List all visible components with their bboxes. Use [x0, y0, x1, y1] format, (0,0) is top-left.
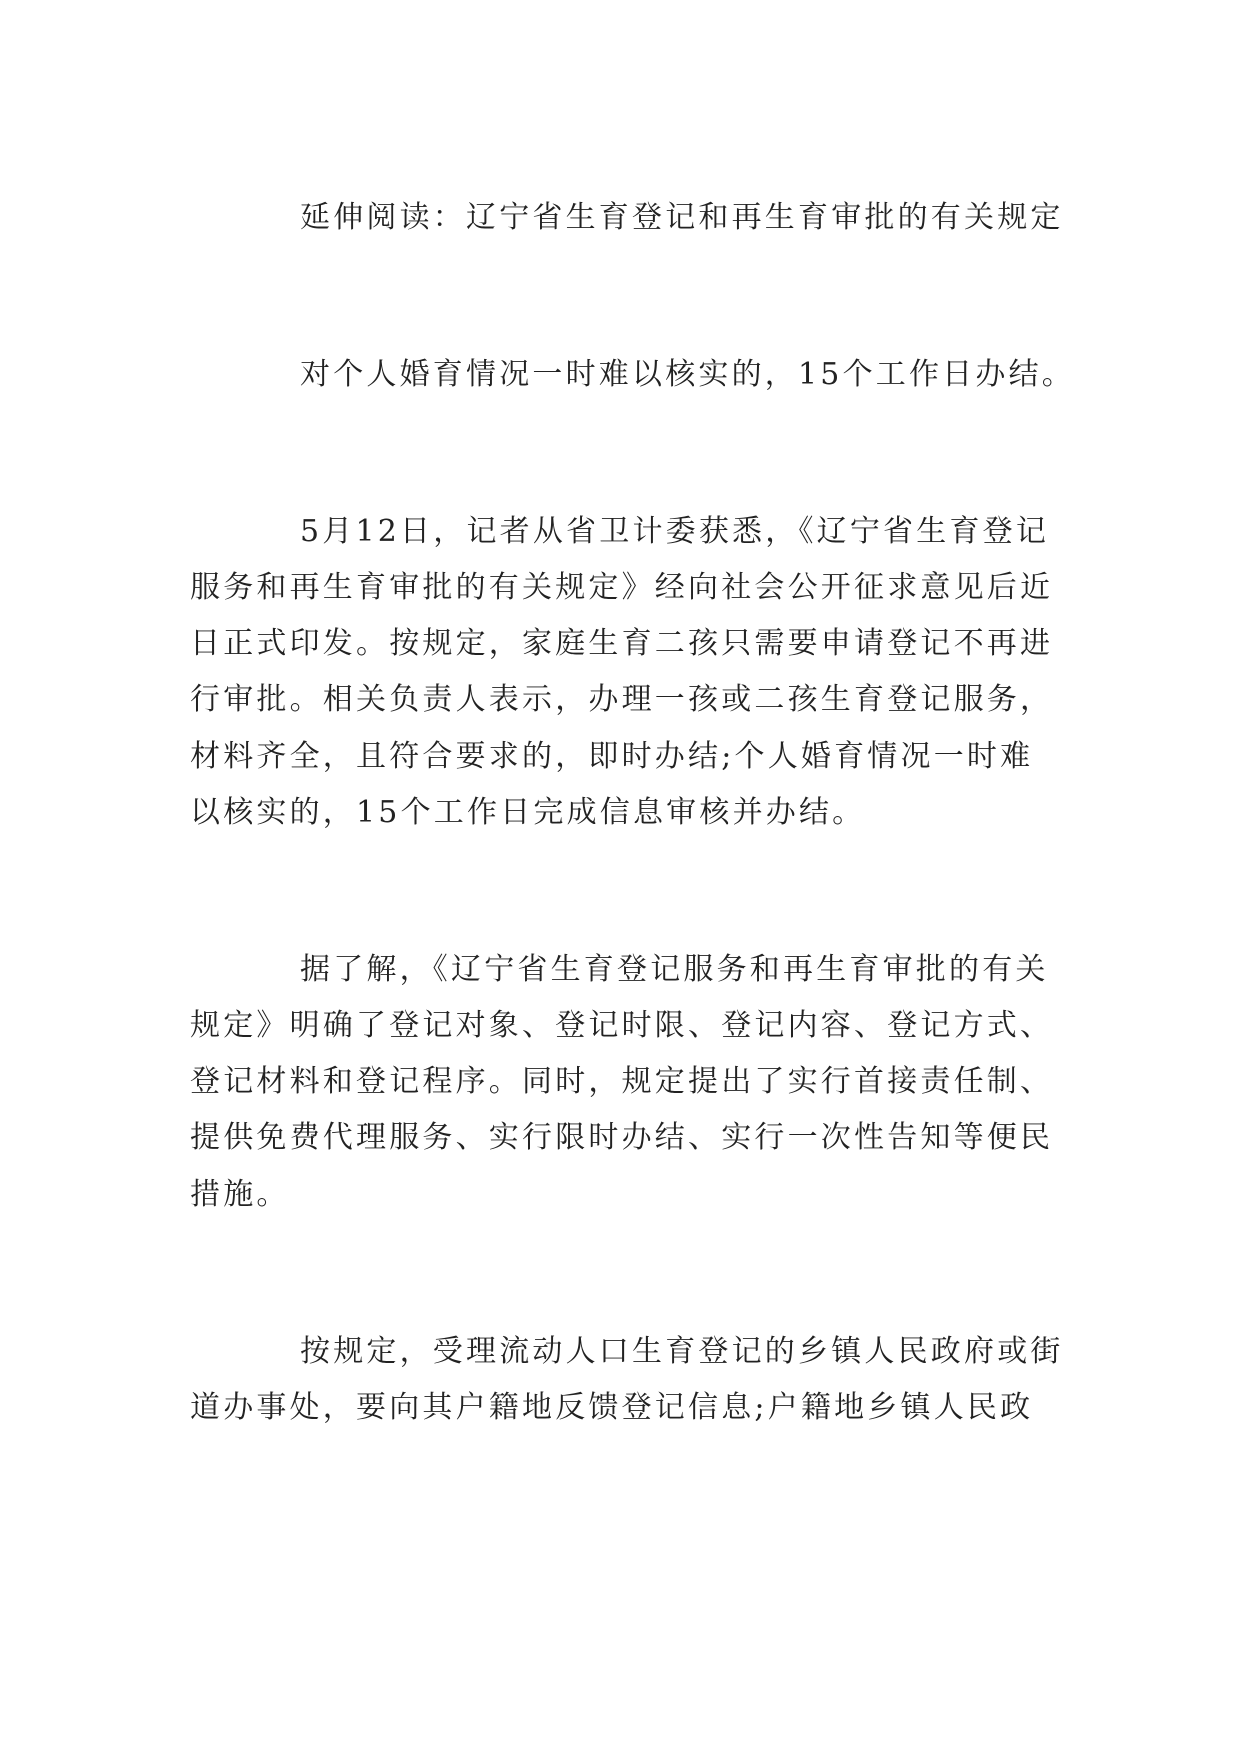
paragraph-4-line-4: 提供免费代理服务、实行限时办结、实行一次性告知等便民	[190, 1120, 1054, 1155]
paragraph-3-line-3: 日正式印发。按规定，家庭生育二孩只需要申请登记不再进	[190, 626, 1054, 661]
paragraph-3-line-1: 5月12日，记者从省卫计委获悉，《辽宁省生育登记	[300, 514, 1050, 549]
paragraph-4-line-1: 据了解，《辽宁省生育登记服务和再生育审批的有关	[300, 952, 1049, 987]
paragraph-3-line-4: 行审批。相关负责人表示，办理一孩或二孩生育登记服务，	[190, 682, 1054, 717]
paragraph-2-line-1: 对个人婚育情况一时难以核实的，15个工作日办结。	[300, 357, 1075, 392]
paragraph-5-line-2: 道办事处，要向其户籍地反馈登记信息;户籍地乡镇人民政	[190, 1390, 1034, 1425]
paragraph-3-line-6: 以核实的，15个工作日完成信息审核并办结。	[190, 795, 866, 830]
paragraph-1-line-1: 延伸阅读：辽宁省生育登记和再生育审批的有关规定	[300, 200, 1064, 235]
paragraph-4-line-3: 登记材料和登记程序。同时，规定提出了实行首接责任制、	[190, 1064, 1054, 1099]
paragraph-3-line-5: 材料齐全，且符合要求的，即时办结;个人婚育情况一时难	[190, 739, 1034, 774]
paragraph-5-line-1: 按规定，受理流动人口生育登记的乡镇人民政府或街	[300, 1334, 1064, 1369]
paragraph-4-line-5: 措施。	[190, 1177, 290, 1212]
paragraph-3-line-2: 服务和再生育审批的有关规定》经向社会公开征求意见后近	[190, 570, 1054, 605]
paragraph-4-line-2: 规定》明确了登记对象、登记时限、登记内容、登记方式、	[190, 1008, 1054, 1043]
